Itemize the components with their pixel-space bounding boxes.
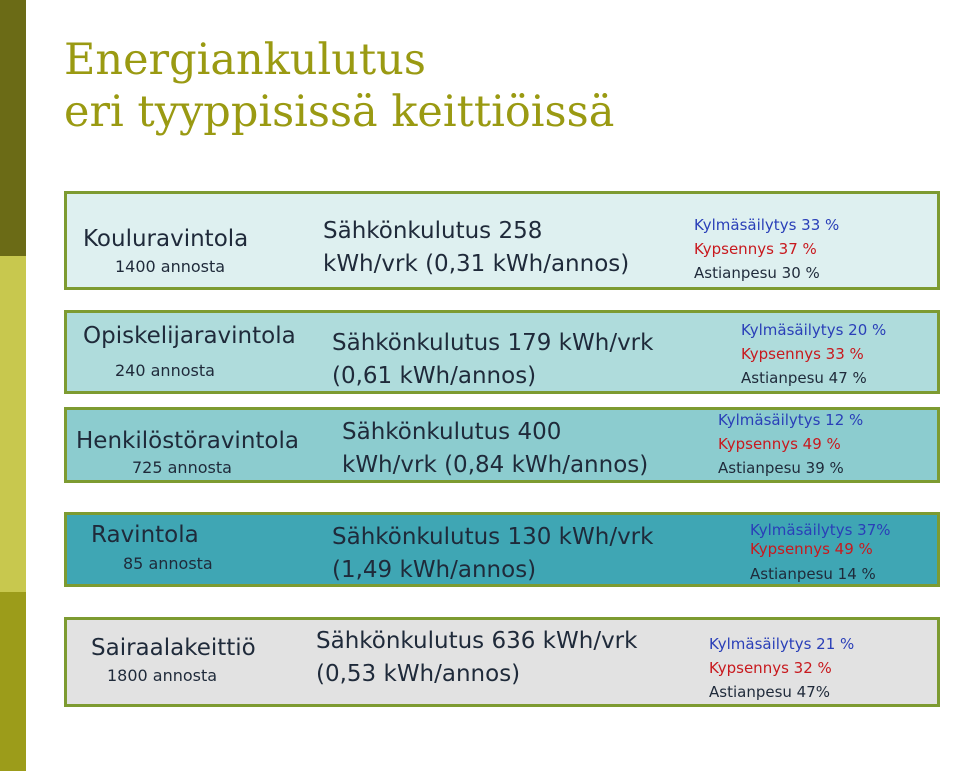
share-cooling: Kylmäsäilytys 12 % — [718, 411, 864, 429]
energy-shares — [718, 408, 863, 480]
kitchen-servings: 725 annosta — [132, 458, 232, 477]
kitchen-name: Ravintola — [91, 522, 199, 548]
share-cooling: Kylmäsäilytys 33 % — [694, 216, 840, 234]
share-cooking: Kypsennys 37 % — [694, 240, 817, 258]
share-cooking: Kypsennys 32 % — [709, 659, 832, 677]
electricity-consumption-line-2: kWh/vrk (0,84 kWh/annos) — [342, 452, 649, 478]
kitchen-name: Henkilöstöravintola — [76, 428, 299, 454]
electricity-consumption-line-1: Sähkönkulutus 130 kWh/vrk — [332, 524, 654, 550]
slide-title — [64, 34, 614, 138]
energy-shares — [709, 632, 854, 704]
electricity-consumption-line-1: Sähkönkulutus 400 — [342, 419, 562, 445]
share-dishwashing: Astianpesu 39 % — [718, 459, 844, 477]
slide-title-line-2: eri tyyppisissä keittiöissä — [64, 87, 615, 137]
share-cooling: Kylmäsäilytys 20 % — [741, 321, 887, 339]
share-cooling: Kylmäsäilytys 37% — [750, 521, 891, 539]
electricity-consumption-line-2: (1,49 kWh/annos) — [332, 557, 537, 583]
kitchen-row-henkilostoravintola — [64, 407, 940, 483]
electricity-consumption-line-1: Sähkönkulutus 636 kWh/vrk — [316, 628, 638, 654]
kitchen-servings: 240 annosta — [115, 361, 215, 380]
electricity-consumption — [332, 327, 653, 393]
slide-title-line-1: Energiankulutus — [64, 35, 426, 85]
kitchen-servings: 85 annosta — [123, 554, 213, 573]
share-dishwashing: Astianpesu 47 % — [741, 369, 867, 387]
kitchen-name: Opiskelijaravintola — [83, 323, 296, 349]
electricity-consumption-line-1: Sähkönkulutus 258 — [323, 218, 543, 244]
sidebar-divider — [26, 0, 29, 771]
sidebar-stripe-olive — [0, 592, 26, 771]
share-cooking: Kypsennys 49 % — [718, 435, 841, 453]
electricity-consumption — [332, 521, 653, 587]
kitchen-row-opiskelijaravintola — [64, 310, 940, 394]
electricity-consumption — [323, 215, 629, 281]
kitchen-name: Kouluravintola — [83, 226, 249, 252]
kitchen-row-kouluravintola — [64, 191, 940, 290]
share-cooling: Kylmäsäilytys 21 % — [709, 635, 855, 653]
share-dishwashing: Astianpesu 30 % — [694, 264, 820, 282]
kitchen-servings: 1400 annosta — [115, 257, 226, 276]
kitchen-row-ravintola — [64, 512, 940, 587]
electricity-consumption — [342, 416, 648, 482]
share-cooking: Kypsennys 33 % — [741, 345, 864, 363]
share-cooking: Kypsennys 49 % — [750, 540, 873, 558]
energy-shares — [750, 521, 891, 584]
kitchen-row-sairaalakeittio — [64, 617, 940, 707]
electricity-consumption — [316, 625, 637, 691]
share-dishwashing: Astianpesu 47% — [709, 683, 831, 701]
energy-shares — [741, 318, 886, 390]
share-dishwashing: Astianpesu 14 % — [750, 565, 876, 583]
electricity-consumption-line-1: Sähkönkulutus 179 kWh/vrk — [332, 330, 654, 356]
energy-shares — [694, 213, 839, 285]
sidebar-stripe-dark — [0, 0, 26, 256]
electricity-consumption-line-2: (0,53 kWh/annos) — [316, 661, 521, 687]
kitchen-servings: 1800 annosta — [107, 666, 218, 685]
electricity-consumption-line-2: kWh/vrk (0,31 kWh/annos) — [323, 251, 630, 277]
electricity-consumption-line-2: (0,61 kWh/annos) — [332, 363, 537, 389]
kitchen-name: Sairaalakeittiö — [91, 635, 256, 661]
